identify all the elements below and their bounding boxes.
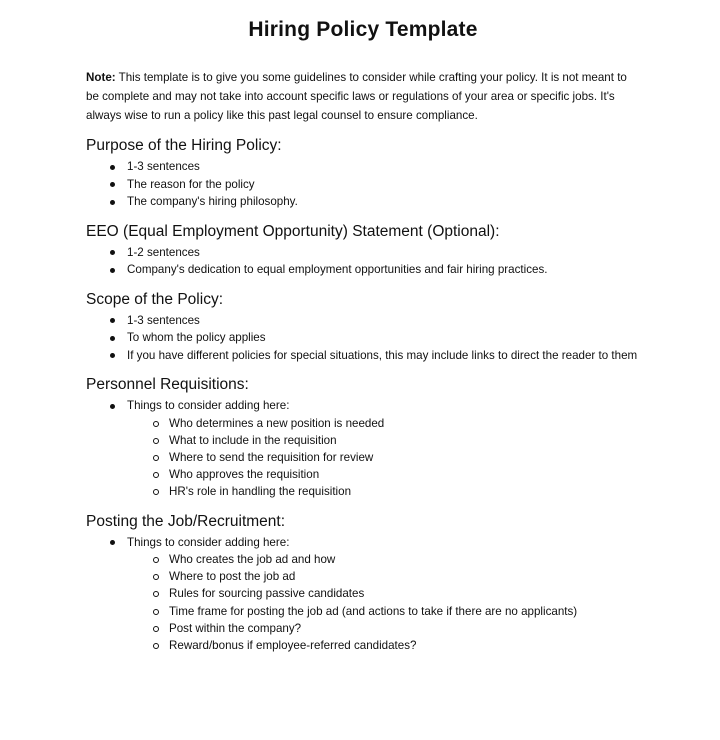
section-heading: Purpose of the Hiring Policy:	[86, 137, 282, 154]
note-label: Note:	[86, 71, 116, 84]
bullet-list	[86, 158, 640, 211]
document-title: Hiring Policy Template	[248, 18, 478, 41]
section-heading: Personnel Requisitions:	[86, 376, 249, 393]
list-item: The reason for the policy	[110, 176, 640, 194]
sub-list-item: Who approves the requisition	[153, 466, 640, 483]
sub-bullet-list	[127, 415, 640, 501]
bullet-list	[86, 244, 640, 279]
section-purpose	[86, 137, 640, 211]
list-item: The company's hiring philosophy.	[110, 193, 640, 211]
section-scope	[86, 291, 640, 365]
note-paragraph	[86, 68, 640, 125]
bullet-list	[86, 397, 640, 501]
section-posting-recruitment	[86, 513, 640, 655]
sub-list-item: Reward/bonus if employee-referred candidates?	[153, 637, 640, 654]
list-item: Company's dedication to equal employment opportunities and fair hiring practices.	[110, 261, 640, 279]
sub-list-item: Who determines a new position is needed	[153, 415, 640, 432]
section-heading: Posting the Job/Recruitment:	[86, 512, 286, 530]
list-item-text: Things to consider adding here:	[127, 399, 290, 412]
note-text: This template is to give you some guidelines to consider while crafting your policy. It is not meant to be complete and may not take into account specific laws or regulations of your area or specific jobs. It's always wise to run a policy like this past legal counsel to ensure compliance.	[86, 71, 627, 122]
list-item	[110, 534, 640, 655]
list-item: 1-2 sentences	[110, 244, 640, 262]
list-item-text: Things to consider adding here:	[127, 535, 290, 549]
list-item	[110, 397, 640, 501]
section-eeo-statement	[86, 223, 640, 279]
list-item: If you have different policies for special situations, this may include links to direct the reader to them	[110, 347, 640, 365]
section-personnel-requisitions	[86, 376, 640, 501]
sub-list-item: Rules for sourcing passive candidates	[153, 585, 640, 602]
bullet-list	[86, 534, 640, 655]
sub-list-item: Where to post the job ad	[153, 568, 640, 585]
list-item: 1-3 sentences	[110, 312, 640, 330]
sub-bullet-list	[127, 551, 640, 654]
section-heading: Scope of the Policy:	[86, 290, 223, 308]
sub-list-item: Who creates the job ad and how	[153, 551, 640, 568]
section-heading: EEO (Equal Employment Opportunity) Statement (Optional):	[86, 222, 500, 240]
list-item: To whom the policy applies	[110, 329, 640, 347]
sub-list-item: Post within the company?	[153, 620, 640, 637]
sub-list-item: HR's role in handling the requisition	[153, 483, 640, 500]
sub-list-item: Where to send the requisition for review	[153, 449, 640, 466]
sub-list-item: What to include in the requisition	[153, 432, 640, 449]
list-item: 1-3 sentences	[110, 158, 640, 176]
bullet-list	[86, 312, 640, 365]
sub-list-item: Time frame for posting the job ad (and actions to take if there are no applicants)	[153, 603, 640, 620]
